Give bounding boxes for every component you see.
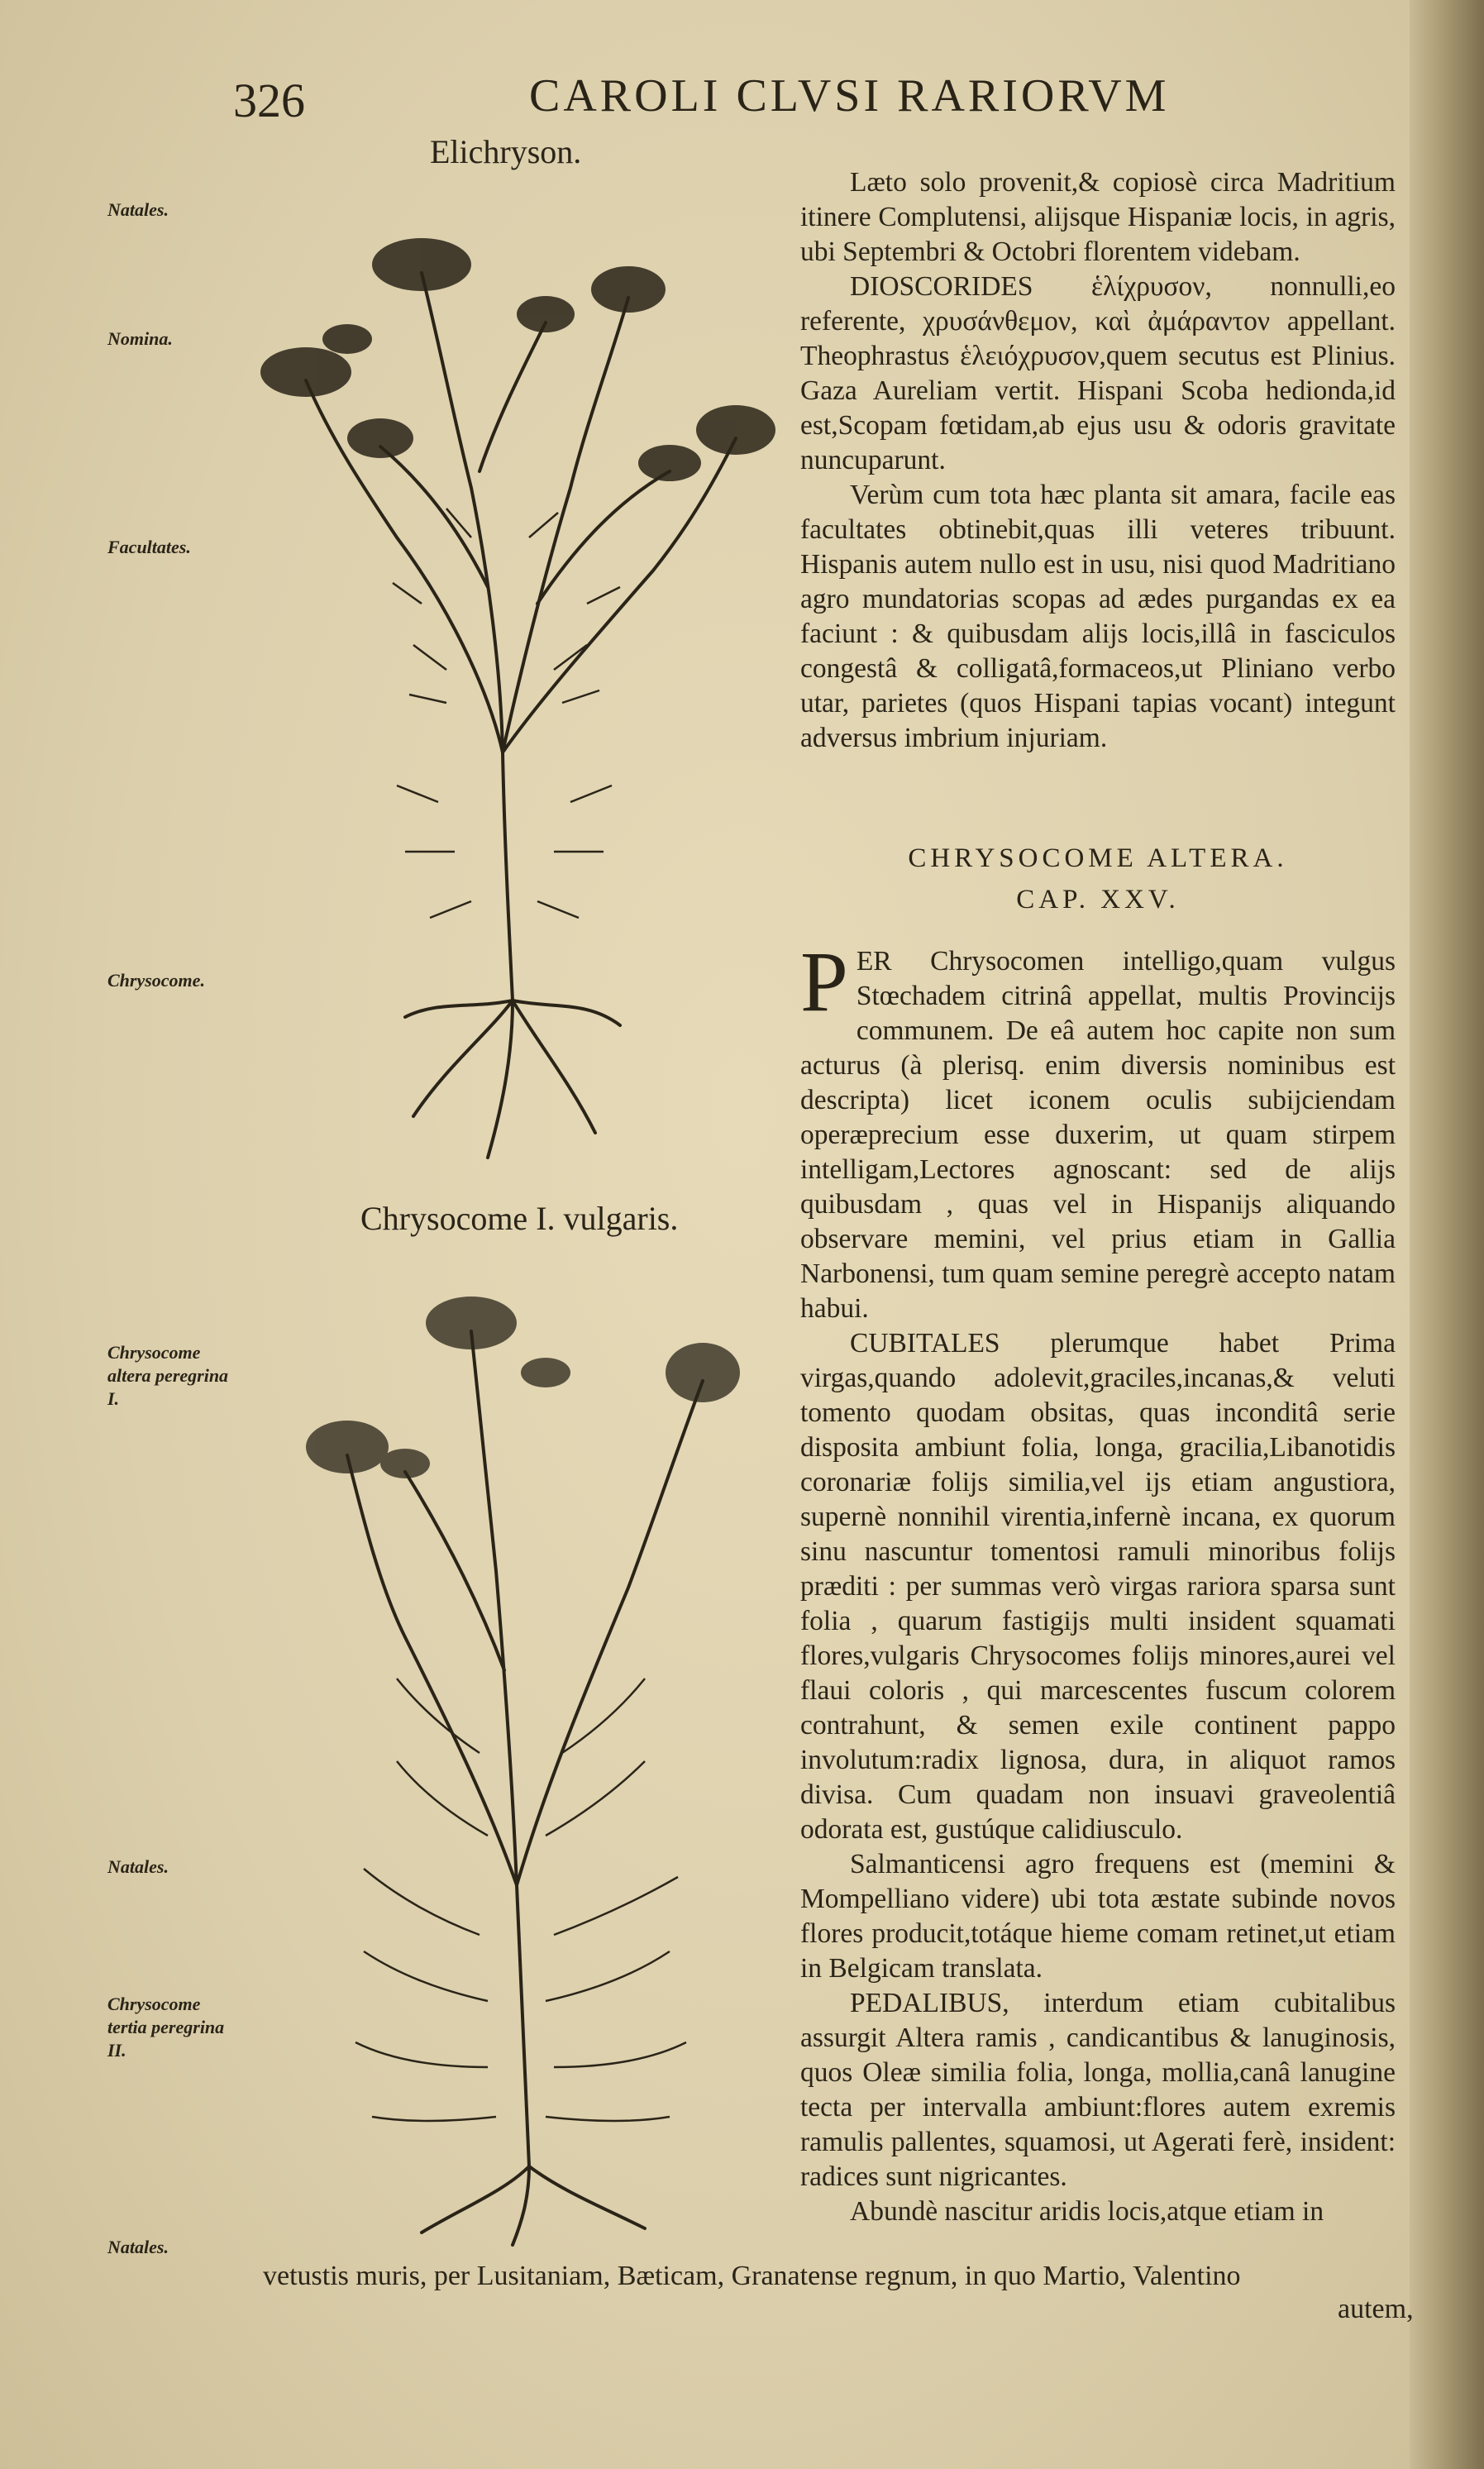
margin-note-facultates: Facultates. — [107, 537, 191, 557]
paragraph-salmanticensi: Salmanticensi agro frequens est (memini & Mompelliano videre) ubi tota æstate subinde novos flores producit,totáque hieme comam retinet,ut etiam in Belgicam translata. — [800, 1849, 1396, 1984]
paragraph-facultates: Verùm cum tota hæc planta sit amara, facile eas facultates obtinebit,quas illi veteres tribuunt. Hispanis autem nullo est in usu, nisi quod Madritiano agro mundatorias scopas ad ædes purgandas ex ea faciunt : & quibusdam alijs locis,illâ in fasciculos congestâ & colligatâ,formaceos,ut Pliniano verbo utar, parietes (quos Hispani tapias vocant) integunt adversus imbrium injuriam. — [800, 480, 1396, 753]
chapter-number: CAP. XXV. — [1016, 885, 1180, 915]
paragraph-pedalibus: PEDALIBUS, interdum etiam cubitalibus assurgit Altera ramis , candicantibus & lanuginosis, quos Oleæ similia folia, longa, mollia,canâ lanugine tecta per intervalla ambiunt:flores autem exremis ramulis pallentes, squamosi, ut Agerati ferè, insident: radices sunt nigricantes. — [800, 1988, 1396, 2192]
chrysocome-woodcut — [281, 1257, 802, 2249]
book-gutter — [1410, 0, 1484, 2469]
chapter-title: CHRYSOCOME ALTERA. — [908, 843, 1288, 873]
margin-note-chrysocome-tertia: Chrysocome tertia peregrina II. — [107, 1994, 225, 2061]
full-width-line: vetustis muris, per Lusitaniam, Bæticam, Granatense regnum, in quo Martio, Valentino — [263, 2261, 1241, 2291]
catchword: autem, — [1338, 2294, 1414, 2324]
figure-title-elichryson: Elichryson. — [430, 133, 582, 170]
elichryson-woodcut — [240, 174, 802, 1182]
drop-cap: P — [800, 934, 848, 1029]
margin-note-natales-2: Natales. — [107, 1856, 169, 1877]
running-head: CAROLI CLVSI RARIORVM — [529, 70, 1170, 122]
margin-note-chrysocome: Chrysocome. — [107, 970, 205, 991]
paragraph-chapter-intro-text: ER Chrysocomen intelligo,quam vulgus Stœchadem citrinâ appellat, multis Provincijs communem. De eâ autem hoc capite non sum acturus (à plerisq. enim diversis nominibus est descripta) licet iconem oculis subijciendam operæprecium esse duxerim, ut quam stirpem intelligam,Lectores agnoscant: sed de alijs quibusdam , quas vel in Hispanijs aliquando observare memini, vel prius etiam in Gallia Narbonensi, tum quam semine peregrè accepto natam habui. — [800, 946, 1396, 1324]
paragraph-abunde: Abundè nascitur aridis locis,atque etiam in — [850, 2196, 1324, 2227]
margin-note-natales: Natales. — [107, 199, 169, 220]
figure-caption-chrysocome: Chrysocome I. vulgaris. — [360, 1200, 679, 1237]
page-number: 326 — [233, 74, 305, 127]
paragraph-dioscorides: DIOSCORIDES ἑλίχρυσον, nonnulli,eo referente, χρυσάνθεμον, καὶ ἀμάραντον appellant. Theophrastus ἑλειόχρυσον,quem secutus est Plinius. Gaza Aureliam vertit. Hispani Scoba hedionda,id est,Scopam fœtidam,ab ejus usu & odoris gravitate nuncuparunt. — [800, 271, 1396, 475]
paragraph-chapter-intro — [800, 934, 1396, 1326]
margin-note-chrysocome-altera: Chrysocome altera peregrina I. — [107, 1342, 229, 1409]
paragraph-cubitales: CUBITALES plerumque habet Prima virgas,quando adolevit,graciles,incanas,& veluti tomento quodam obsitas, quas inconditâ serie disposita ambiunt folia, longa, gracilia,Libanotidis coronariæ folijs similia,vel ijs etiam angustiora, supernè nonnihil virentia,infernè incana, ex quorum sinu nascuntur tomentosi ramuli minoribus folijs præditi : per summas verò virgas rariora sparsa sunt folia , quarum fastigijs multi insident squamati flores,vulgaris Chrysocomes folijs minores,aurei vel flaui coloris , qui marcescentes fuscum colorem contrahunt, & semen exile continent pappo involutum:radix lignosa, dura, in aliquot ramos divisa. Cum quadam non insuavi graveolentiâ odorata est, gustúque calidiusculo. — [800, 1328, 1396, 1845]
text-column-top — [800, 165, 1396, 756]
margin-note-nomina: Nomina. — [107, 328, 173, 349]
text-column-chapter — [800, 934, 1396, 2229]
paragraph-natales: Læto solo provenit,& copiosè circa Madritium itinere Complutensi, alijsque Hispaniæ locis, in agris, ubi Septembri & Octobri florentem videbam. — [800, 167, 1396, 267]
margin-note-natales-3: Natales. — [107, 2237, 169, 2257]
